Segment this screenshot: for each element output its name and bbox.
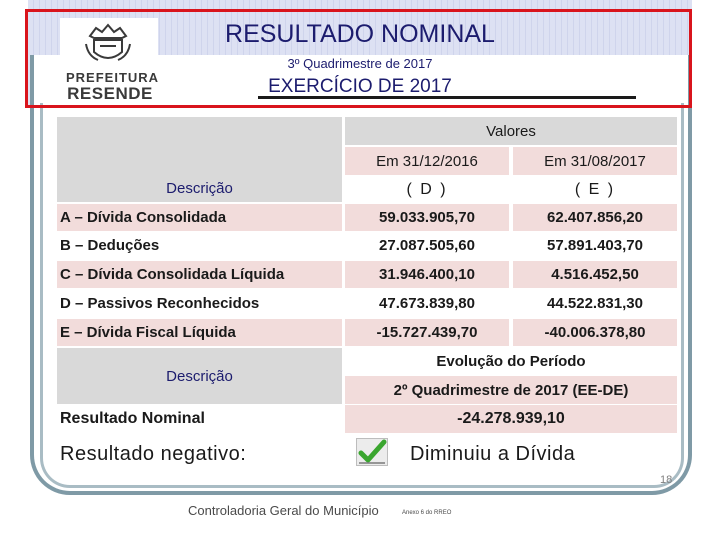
row-d-value-e: 44.522.831,30 — [547, 295, 643, 312]
result-text: Diminuiu a Dívida — [410, 442, 576, 465]
row-label-a: A – Dívida Consolidada — [57, 204, 342, 231]
row-a-value-d: 59.033.905,70 — [345, 204, 509, 231]
row-d-value-d: 47.673.839,80 — [379, 295, 475, 312]
row-label-e: E – Dívida Fiscal Líquida — [57, 319, 342, 346]
logo-text-resende: RESENDE — [67, 84, 153, 103]
row-c-value-d: 31.946.400,10 — [345, 261, 509, 288]
evolution-subheader: 2º Quadrimestre de 2017 (EE-DE) — [345, 376, 677, 404]
checkmark-icon — [356, 438, 388, 466]
column-letter-e: ( E ) — [574, 181, 616, 198]
row-label-c: C – Dívida Consolidada Líquida — [57, 261, 342, 288]
row-b-value-d: 27.087.505,60 — [379, 237, 475, 254]
description-header: Descrição — [166, 179, 233, 197]
page-number: 18 — [660, 474, 673, 486]
values-header: Valores — [345, 117, 677, 145]
page-subtitle: 3º Quadrimestre de 2017 — [287, 56, 433, 71]
page-title: RESULTADO NOMINAL — [225, 20, 495, 48]
row-c-value-e: 4.516.452,50 — [513, 261, 677, 288]
column-letter-d: ( D ) — [406, 181, 448, 198]
column-date-e: Em 31/08/2017 — [513, 147, 677, 175]
row-e-value-e: -40.006.378,80 — [513, 319, 677, 346]
column-date-d: Em 31/12/2016 — [345, 147, 509, 175]
row-e-value-d: -15.727.439,70 — [345, 319, 509, 346]
exercise-label: EXERCÍCIO DE 2017 — [268, 76, 452, 97]
logo-text-prefeitura: PREFEITURA — [66, 70, 160, 85]
row-a-value-e: 62.407.856,20 — [513, 204, 677, 231]
nominal-result-label: Resultado Nominal — [60, 410, 205, 427]
evolution-header: Evolução do Período — [436, 353, 586, 370]
row-label-b: B – Deduções — [60, 237, 160, 254]
result-label: Resultado negativo: — [60, 442, 247, 465]
row-label-d: D – Passivos Reconhecidos — [60, 295, 260, 312]
nominal-result-value: -24.278.939,10 — [345, 405, 677, 433]
evolution-description-header: Descrição — [57, 348, 342, 404]
footer-note: Anexo 6 do RREO — [402, 510, 452, 516]
row-b-value-e: 57.891.403,70 — [547, 237, 643, 254]
footer-org: Controladoria Geral do Município — [188, 503, 379, 518]
